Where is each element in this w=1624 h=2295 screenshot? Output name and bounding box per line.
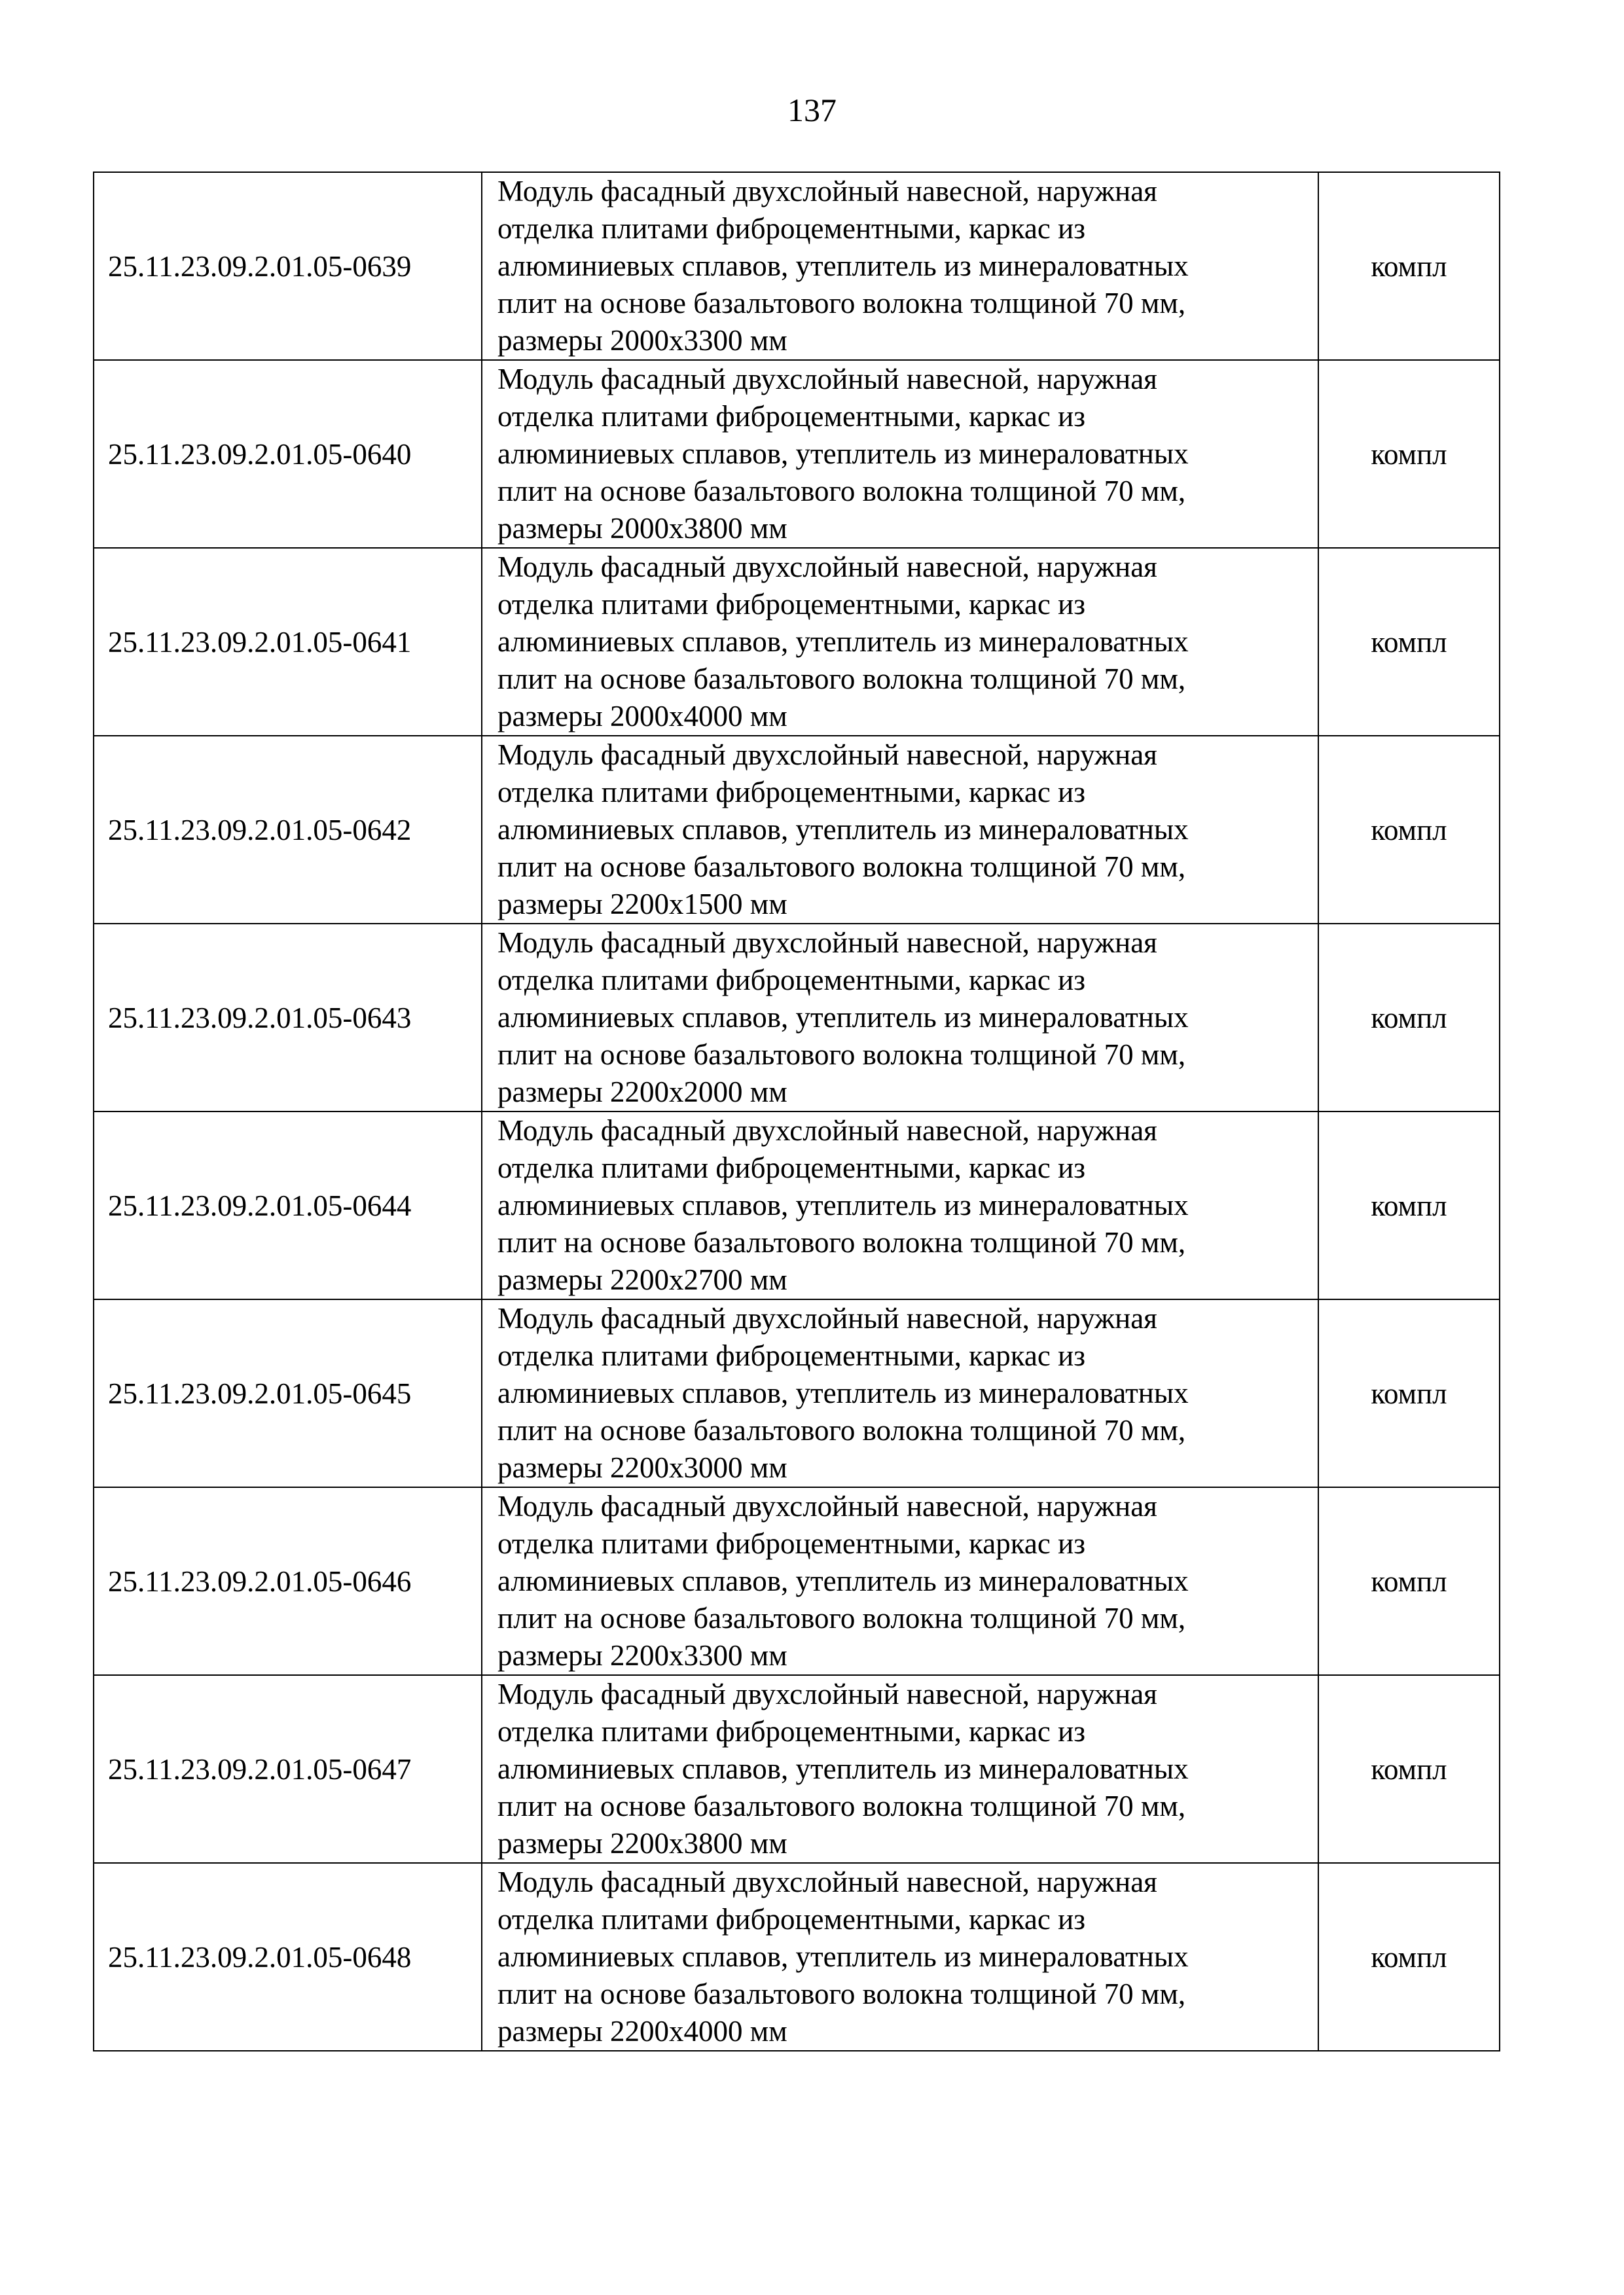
resource-code: 25.11.23.09.2.01.05-0642 [94, 736, 482, 924]
resource-table [93, 172, 1500, 2051]
resource-description [482, 360, 1318, 548]
resource-code: 25.11.23.09.2.01.05-0640 [94, 360, 482, 548]
resource-code: 25.11.23.09.2.01.05-0644 [94, 1111, 482, 1299]
description-line: Модуль фасадный двухслойный навесной, наружная [497, 363, 1157, 395]
description-line: размеры 2000х4000 мм [497, 700, 787, 732]
description-line: отделка плитами фиброцементными, каркас из [497, 1527, 1085, 1560]
description-line: плит на основе базальтового волокна толщиной 70 мм, [497, 287, 1186, 319]
resource-description [482, 1675, 1318, 1863]
unit-of-measure: компл [1318, 1111, 1500, 1299]
resource-description [482, 1111, 1318, 1299]
resource-description [482, 548, 1318, 736]
description-line: плит на основе базальтового волокна толщиной 70 мм, [497, 1978, 1186, 2010]
description-line: плит на основе базальтового волокна толщиной 70 мм, [497, 1790, 1186, 1822]
unit-of-measure: компл [1318, 1299, 1500, 1487]
description-line: размеры 2200х1500 мм [497, 888, 787, 920]
description-line: размеры 2200х4000 мм [497, 2015, 787, 2048]
table-row [94, 924, 1500, 1111]
description-line: плит на основе базальтового волокна толщиной 70 мм, [497, 475, 1186, 507]
description-line: алюминиевых сплавов, утеплитель из минераловатных [497, 249, 1189, 282]
description-line: отделка плитами фиброцементными, каркас из [497, 964, 1085, 996]
description-line: размеры 2200х3000 мм [497, 1451, 787, 1484]
resource-description [482, 924, 1318, 1111]
description-line: алюминиевых сплавов, утеплитель из минераловатных [497, 813, 1189, 846]
resource-description [482, 1299, 1318, 1487]
description-line: алюминиевых сплавов, утеплитель из минераловатных [497, 1189, 1189, 1221]
unit-of-measure: компл [1318, 360, 1500, 548]
resource-code: 25.11.23.09.2.01.05-0648 [94, 1863, 482, 2051]
unit-of-measure: компл [1318, 1863, 1500, 2051]
resource-description [482, 736, 1318, 924]
table-row [94, 1487, 1500, 1675]
description-line: Модуль фасадный двухслойный навесной, наружная [497, 1302, 1157, 1335]
description-line: плит на основе базальтового волокна толщиной 70 мм, [497, 662, 1186, 695]
description-line: плит на основе базальтового волокна толщиной 70 мм, [497, 1038, 1186, 1071]
description-line: отделка плитами фиброцементными, каркас из [497, 1715, 1085, 1748]
description-line: плит на основе базальтового волокна толщиной 70 мм, [497, 1226, 1186, 1259]
unit-of-measure: компл [1318, 1487, 1500, 1675]
description-line: Модуль фасадный двухслойный навесной, наружная [497, 1490, 1157, 1523]
resource-code: 25.11.23.09.2.01.05-0645 [94, 1299, 482, 1487]
description-line: размеры 2200х2000 мм [497, 1075, 787, 1108]
resource-code: 25.11.23.09.2.01.05-0646 [94, 1487, 482, 1675]
description-line: размеры 2200х3300 мм [497, 1639, 787, 1672]
description-line: плит на основе базальтового волокна толщиной 70 мм, [497, 1414, 1186, 1447]
table-row [94, 1863, 1500, 2051]
description-line: Модуль фасадный двухслойный навесной, наружная [497, 175, 1157, 208]
table-body [94, 172, 1500, 2051]
unit-of-measure: компл [1318, 924, 1500, 1111]
resource-code: 25.11.23.09.2.01.05-0641 [94, 548, 482, 736]
description-line: алюминиевых сплавов, утеплитель из минераловатных [497, 1564, 1189, 1597]
resource-description [482, 172, 1318, 360]
description-line: размеры 2000х3300 мм [497, 324, 787, 357]
resource-description [482, 1487, 1318, 1675]
description-line: алюминиевых сплавов, утеплитель из минераловатных [497, 1377, 1189, 1409]
table-row [94, 172, 1500, 360]
unit-of-measure: компл [1318, 172, 1500, 360]
resource-description [482, 1863, 1318, 2051]
table-row [94, 1111, 1500, 1299]
table-row [94, 1299, 1500, 1487]
resource-code: 25.11.23.09.2.01.05-0643 [94, 924, 482, 1111]
description-line: Модуль фасадный двухслойный навесной, наружная [497, 551, 1157, 583]
description-line: отделка плитами фиброцементными, каркас из [497, 212, 1085, 245]
table-row [94, 736, 1500, 924]
unit-of-measure: компл [1318, 1675, 1500, 1863]
description-line: Модуль фасадный двухслойный навесной, наружная [497, 1866, 1157, 1898]
table-row [94, 360, 1500, 548]
description-line: отделка плитами фиброцементными, каркас из [497, 776, 1085, 808]
page-number: 137 [787, 92, 837, 128]
description-line: алюминиевых сплавов, утеплитель из минераловатных [497, 1752, 1189, 1785]
unit-of-measure: компл [1318, 736, 1500, 924]
description-line: размеры 2000х3800 мм [497, 512, 787, 545]
table-row [94, 548, 1500, 736]
description-line: алюминиевых сплавов, утеплитель из минераловатных [497, 1940, 1189, 1973]
description-line: Модуль фасадный двухслойный навесной, наружная [497, 926, 1157, 959]
description-line: отделка плитами фиброцементными, каркас из [497, 588, 1085, 621]
resource-code: 25.11.23.09.2.01.05-0639 [94, 172, 482, 360]
description-line: алюминиевых сплавов, утеплитель из минераловатных [497, 437, 1189, 470]
description-line: отделка плитами фиброцементными, каркас из [497, 1339, 1085, 1372]
description-line: отделка плитами фиброцементными, каркас из [497, 1903, 1085, 1936]
description-line: Модуль фасадный двухслойный навесной, наружная [497, 1114, 1157, 1147]
description-line: размеры 2200х3800 мм [497, 1827, 787, 1860]
description-line: плит на основе базальтового волокна толщиной 70 мм, [497, 1602, 1186, 1635]
description-line: плит на основе базальтового волокна толщиной 70 мм, [497, 850, 1186, 883]
description-line: алюминиевых сплавов, утеплитель из минераловатных [497, 1001, 1189, 1034]
description-line: алюминиевых сплавов, утеплитель из минераловатных [497, 625, 1189, 658]
description-line: Модуль фасадный двухслойный навесной, наружная [497, 1678, 1157, 1710]
table-row [94, 1675, 1500, 1863]
description-line: отделка плитами фиброцементными, каркас из [497, 1151, 1085, 1184]
description-line: отделка плитами фиброцементными, каркас из [497, 400, 1085, 433]
description-line: размеры 2200х2700 мм [497, 1263, 787, 1296]
resource-code: 25.11.23.09.2.01.05-0647 [94, 1675, 482, 1863]
description-line: Модуль фасадный двухслойный навесной, наружная [497, 738, 1157, 771]
unit-of-measure: компл [1318, 548, 1500, 736]
